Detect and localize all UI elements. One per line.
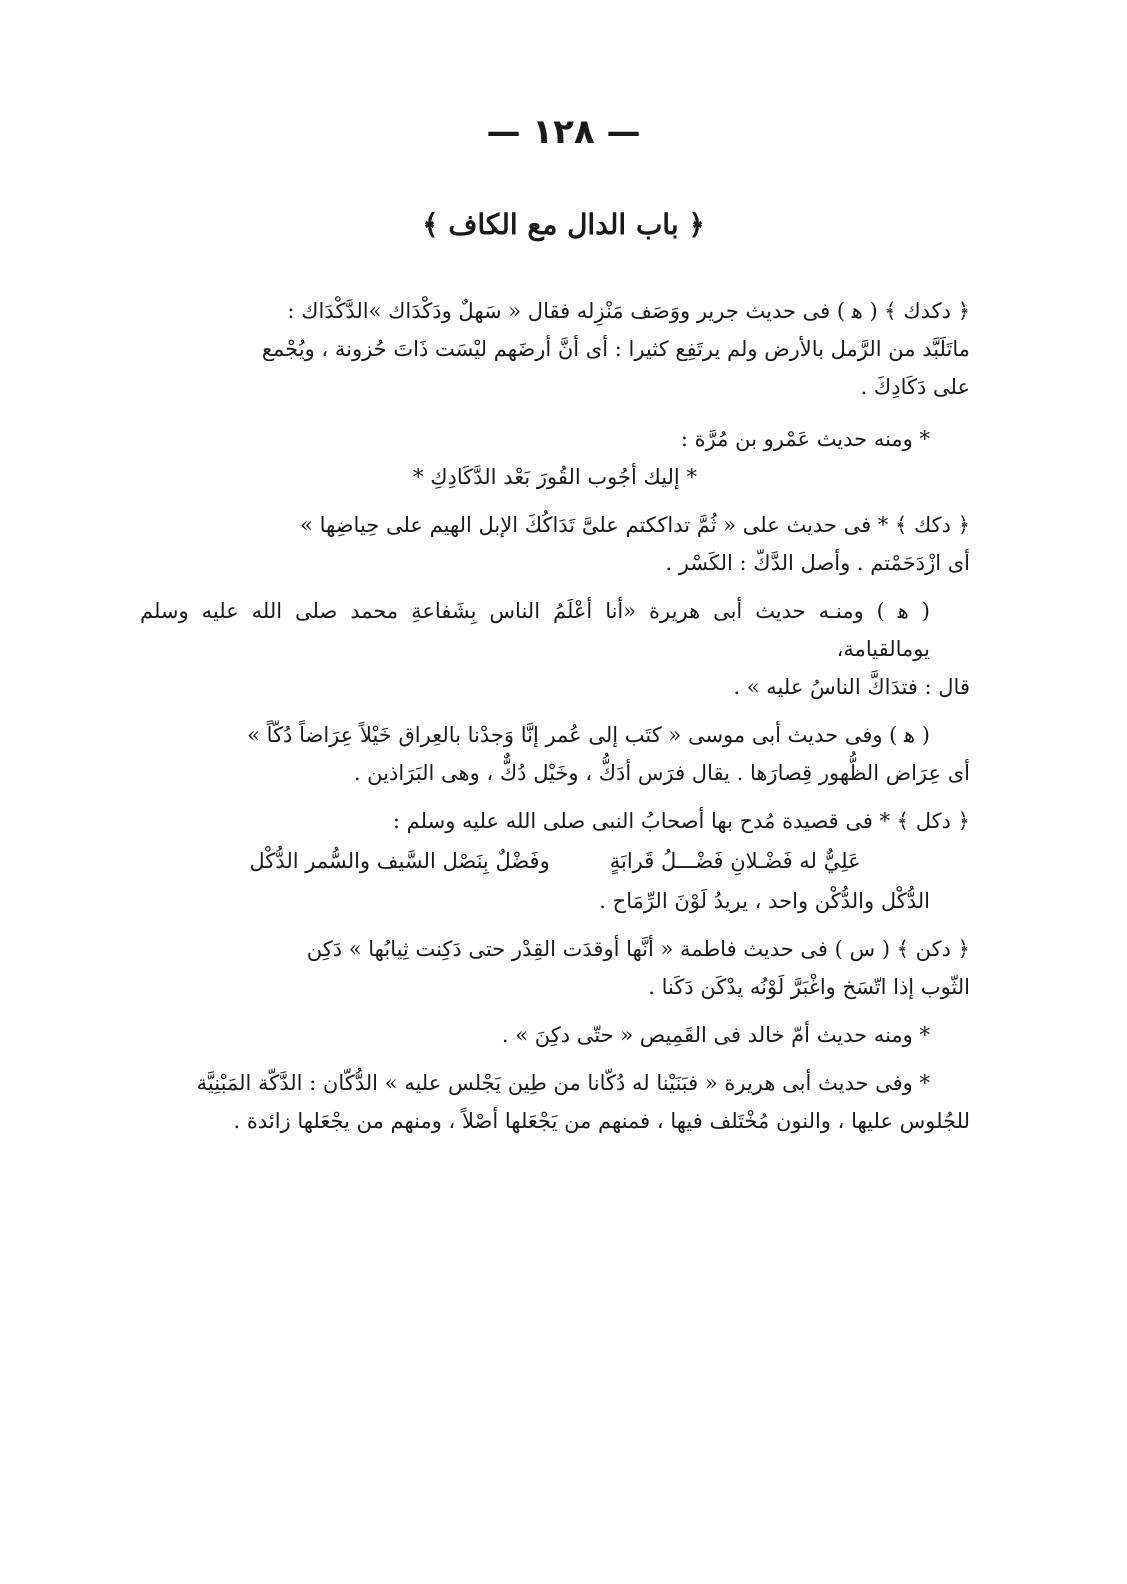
page-body (140, 292, 970, 1150)
verse-line: * إليك أجُوب القُورَ بَعْد الدَّكَادِكِ * (413, 465, 697, 489)
entry-text-line: الدُّكْل والدُّكْن واحد ، يريدُ لَوْنَ الرِّمَاح . (599, 889, 930, 913)
entry-text-line: أى ازْدَحَمْتم . وأصل الدَّكّ : الكَسْر . (665, 551, 970, 575)
sub-entry-text: * وفى حديث أبى هريرة « فبَنَيْنا له دُكّانا من طِين يَجْلس عليه » الدُّكّان : الدَّكّة المَبْنِيَّة (196, 1071, 930, 1095)
entry-text-line: للجُلوس عليها ، والنون مُخْتَلف فيها ، فمنهم من يَجْعَلها أصْلاً ، ومنهم من يجْعَلها زائدة . (233, 1109, 970, 1133)
verse-couplet (140, 842, 970, 880)
sub-entry-text: ( ﻫ ) ومنـه حديث أبى هريرة «أنا أعْلَمُ الناس بِشَفاعةِ محمد صلى الله عليه وسلم يومالقيامة، (140, 599, 930, 661)
verse-hemistich: عَلِيٌّ له فَضْـلانِ فَضْـــلُ قَرابَةٍ (609, 849, 861, 873)
entry-text-line: ماتَلَبَّد من الرَّمل بالأرض ولم يرتَفِع كثيرا : أى أنَّ أرضَهم ليْسَت ذَاتَ حُزونة ، ويُجْمع (261, 337, 970, 361)
entry-text-line: على دَكَادِكَ . (860, 375, 970, 399)
chapter-title: ﴿ باب الدال مع الكاف ﴾ (422, 208, 705, 241)
page-number: — ١٢٨ — (486, 112, 641, 152)
sub-entry-text: ( ﻫ ) وفى حديث أبى موسى « كتَب إلى عُمر إنَّا وَجدْنا بالعِراق خَيْلاً عِرَاضاً دُكّاً » (247, 723, 930, 747)
entry-dakk (140, 506, 970, 792)
sub-entry-text: * ومنه حديث عَمْرو بن مُرَّة : (680, 427, 930, 451)
entry-text-line: أى عِرَاض الظُّهور قِصارَها . يقال فرَس أدَكُّ ، وخَيْل دُكٌّ ، وهى البَرَاذين . (353, 761, 970, 785)
entry-dakal (140, 802, 970, 920)
entry-text-line: ﴿ دكل ﴾ * فى قصيدة مُدح بها أصحابُ النبى صلى الله عليه وسلم : (392, 809, 970, 833)
entry-dakan (140, 930, 970, 1140)
sub-entry-text: * ومنه حديث أمّ خالد فى القَمِيص « حتّى دكِنَ » . (501, 1023, 930, 1047)
entry-text-line: ﴿ دكك ﴾ * فى حديث على « ثُمَّ تداككتم علىَّ تَدَاكُكَ الإبل الهيم على حِياضِها » (300, 513, 970, 537)
entry-text-line: قال : فتدَاكَّ الناسُ عليه » . (733, 675, 970, 699)
entry-dakdak (140, 292, 970, 496)
verse-hemistich: وفَضْلٌ بِنَصْل السَّيف والسُّمر الدُّكْل (249, 849, 550, 873)
entry-text-line: ﴿ دكدك ﴾ ( ﻫ ) فى حديث جرير ووَصَف مَنْزِله فقال « سَهلٌ ودَكْدَاك »الدَّكْدَاك : (287, 299, 970, 323)
entry-text-line: ﴿ دكن ﴾ ( س ) فى حديث فاطمة « أنَّها أوقدَت القِدْر حتى دَكِنت ثِيابُها » دَكِن (306, 937, 970, 961)
entry-text-line: الثّوب إذا اتّسَخ واغْبَرَّ لَوْنُه يدْكَن دَكَنا . (648, 975, 970, 999)
